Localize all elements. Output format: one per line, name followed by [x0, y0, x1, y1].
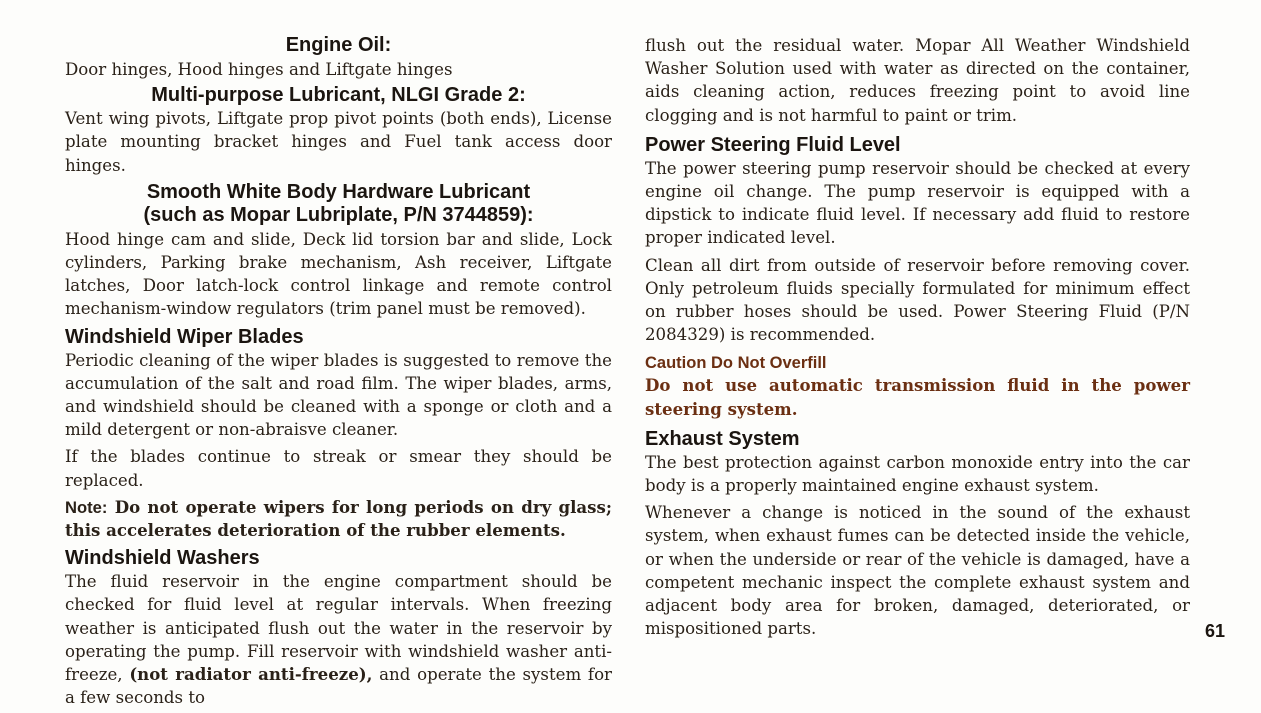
power-steering-text: The power steering pump reservoir should be checked at every engine oil change. The pump reservoir is equipped with a dipstick to indicate fluid level. If necessary add fluid to restore proper indicated level. [645, 158, 1190, 248]
washers-text [65, 570, 612, 709]
wiper-note [65, 496, 612, 542]
right-column [645, 34, 1190, 644]
engine-oil-heading: Engine Oil: [285, 34, 392, 56]
caution-text: Do not use automatic transmission fluid in the power steering system. [645, 375, 1190, 419]
caution-heading: Caution Do Not Overfill [645, 354, 827, 373]
power-steering-text-2: Clean all dirt from outside of reservoir before removing cover. Only petroleum fluids specially formulated for minimum effect on rubber hoses should be used. Power Steering Fluid (P/N 2084329) is recommended. [645, 255, 1190, 345]
smooth-white-heading-line2: (such as Mopar Lubriplate, P/N 3744859): [143, 204, 534, 227]
note-text: Do not operate wipers for long periods on dry glass; this accelerates deterioration of the rubber elements. [65, 496, 612, 541]
multipurpose-lubricant-heading: Multi-purpose Lubricant, NLGI Grade 2: [151, 83, 526, 106]
exhaust-system-heading: Exhaust System [645, 427, 800, 450]
smooth-white-heading-line1: Smooth White Body Hardware Lubricant [146, 180, 531, 203]
left-column [65, 34, 612, 713]
power-steering-heading: Power Steering Fluid Level [645, 133, 901, 156]
page-number: 61 [1205, 621, 1226, 641]
exhaust-system-text-2: Whenever a change is noticed in the sound of the exhaust system, when exhaust fumes can be detected inside the vehicle, or when the underside or rear of the vehicle is damaged, have a competent mechanic inspect the complete exhaust system and adjacent body area for broken, damaged, deteriorated, or mispositioned parts. [645, 503, 1190, 639]
wiper-blades-text: Periodic cleaning of the wiper blades is suggested to remove the accumulation of the salt and road film. The wiper blades, arms, and windshield should be cleaned with a sponge or cloth and a mild detergent or non-abraisve cleaner. [65, 350, 612, 440]
smooth-white-lubricant-heading [65, 181, 612, 228]
washers-text-bold: (not radiator anti-freeze), [129, 664, 373, 685]
washers-continued-text: flush out the residual water. Mopar All Weather Windshield Washer Solution used with water as directed on the container, aids cleaning action, reduces freezing point to avoid line clogging and is not harmful to paint or trim. [645, 36, 1190, 125]
wiper-blades-replace-text: If the blades continue to streak or smear they should be replaced. [65, 447, 612, 490]
engine-oil-text: Door hinges, Hood hinges and Liftgate hinges [65, 59, 453, 79]
note-label: Note: [65, 497, 108, 517]
wiper-blades-heading: Windshield Wiper Blades [65, 325, 304, 348]
washers-heading: Windshield Washers [65, 547, 260, 570]
washers-text-b: and operate the system for a few seconds to [65, 665, 612, 708]
multipurpose-lubricant-text: Vent wing pivots, Liftgate prop pivot points (both ends), License plate mounting bracket hinges and Fuel tank access door hinges. [65, 109, 612, 175]
washers-text-a: The fluid reservoir in the engine compartment should be checked for fluid level at regular intervals. When freezing weather is anticipated flush out the water in the reservoir by operating the pump. Fill reservoir with windshield washer anti-freeze, [65, 572, 612, 685]
exhaust-system-text: The best protection against carbon monoxide entry into the car body is a properly maintained engine exhaust system. [645, 452, 1190, 496]
smooth-white-lubricant-text: Hood hinge cam and slide, Deck lid torsion bar and slide, Lock cylinders, Parking brake mechanism, Ash receiver, Liftgate latches, Door latch-lock control linkage and remote control mechanism-window regulators (trim panel must be removed). [65, 229, 612, 319]
